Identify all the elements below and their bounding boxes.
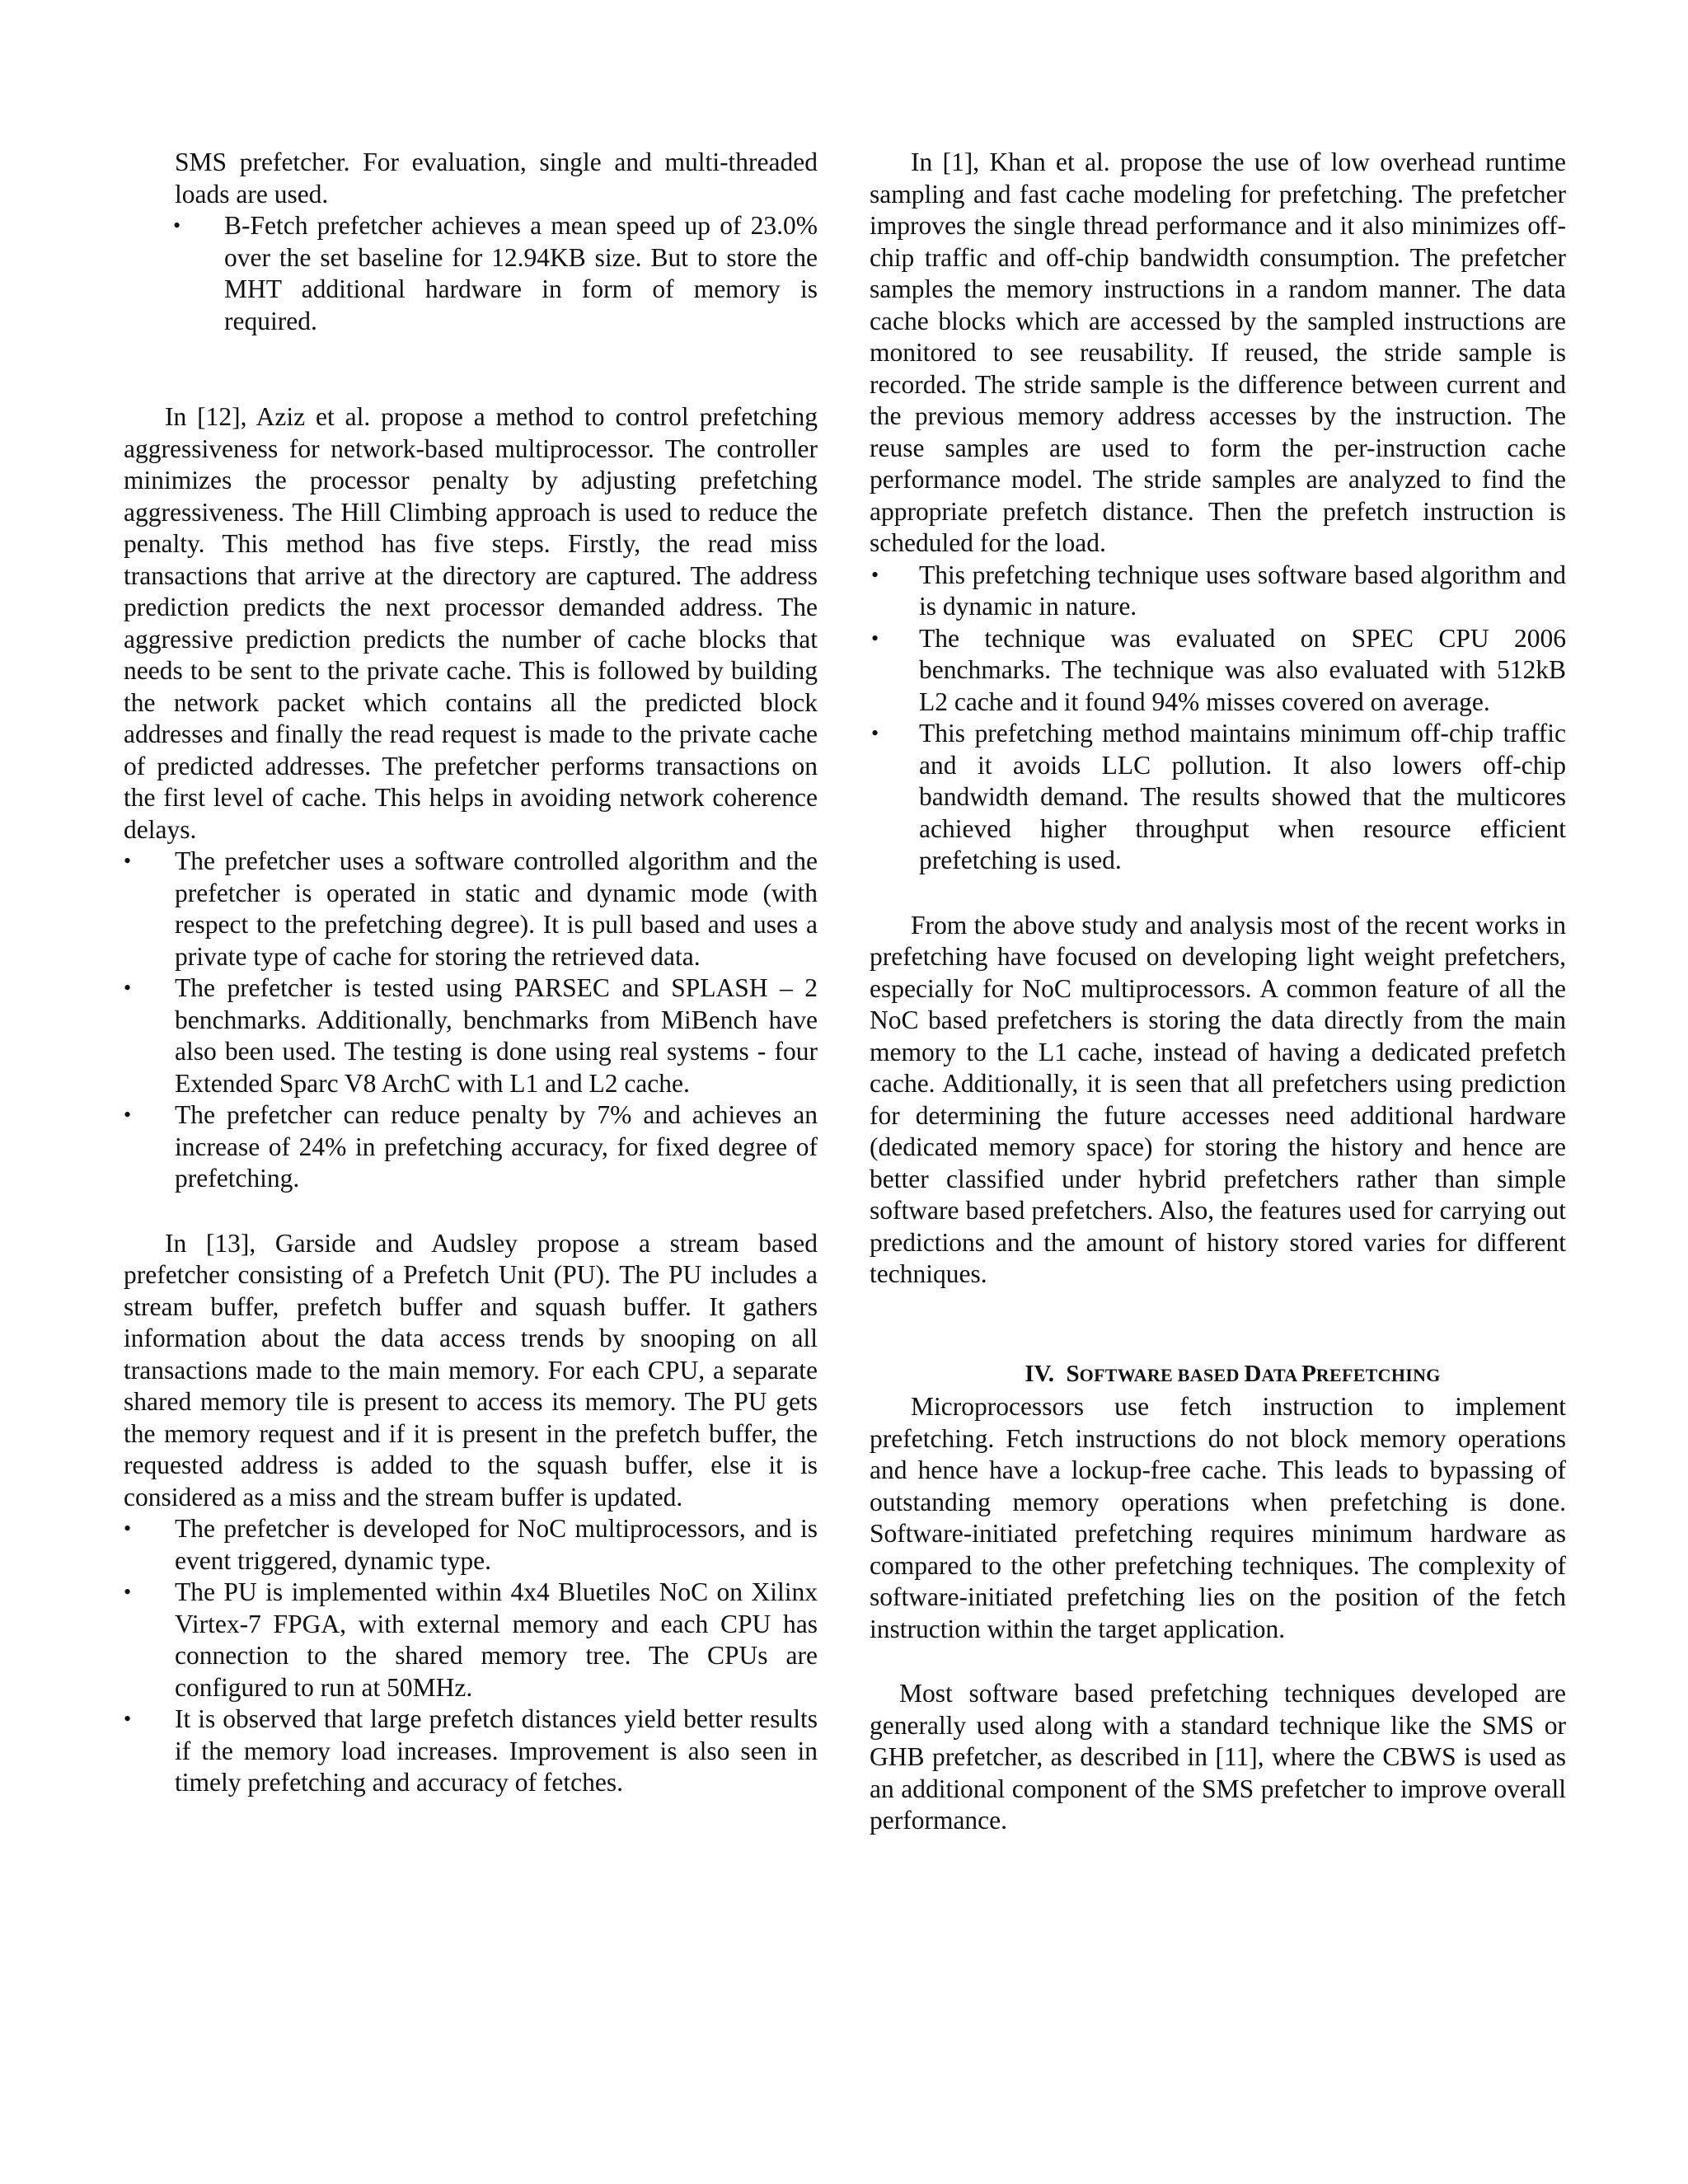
list-item (124, 1704, 818, 1799)
right-column (870, 147, 1566, 1837)
bullet-icon: • (173, 213, 181, 237)
list-item (870, 623, 1566, 719)
paragraph-most-software: Most software based prefetching techniques developed are generally used along with a standard technique like the SMS or GHB prefetcher, as described in [11], where the CBWS is used as an additional component of the SMS prefetcher to improve overall performance. (870, 1679, 1566, 1835)
aziz-bullet-list (124, 846, 818, 1195)
bullet-icon: • (124, 1707, 132, 1731)
list-item-text: The prefetcher can reduce penalty by 7% and achieves an increase of 24% in prefetching accuracy, for fixed degree of prefetching. (175, 1100, 818, 1193)
continuation-bullet-list (124, 210, 818, 337)
list-item (870, 560, 1566, 623)
heading-cap-p: P (1301, 1360, 1316, 1387)
bullet-icon: • (871, 721, 879, 745)
list-item-text: This prefetching method maintains minimum off-chip traffic and it avoids LLC pollution. It also lowers off-chip bandwidth demand. The results showed that the multicores achieved higher throughput when resource efficient prefetching is used. (919, 719, 1566, 874)
paragraph-microprocessors: Microprocessors use fetch instruction to implement prefetching. Fetch instructions do not block memory operations and hence have a lockup-free cache. This leads to bypassing of outstanding memory operations when prefetching is done. Software-initiated prefetching requires minimum hardware as compared to the other prefetching techniques. The complexity of software-initiated prefetching lies on the position of the fetch instruction within the target application. (870, 1392, 1566, 1643)
list-item-text: The prefetcher uses a software controlled algorithm and the prefetcher is operated in static and dynamic mode (with respect to the prefetching degree). It is pull based and uses a private type of cache for storing the retrieved data. (175, 846, 818, 971)
list-item (124, 1513, 818, 1577)
bullet-icon: • (124, 976, 132, 1000)
list-item (124, 210, 818, 337)
list-item-text: This prefetching technique uses software based algorithm and is dynamic in nature. (919, 560, 1566, 621)
list-item (124, 972, 818, 1099)
garside-bullet-list (124, 1513, 818, 1799)
heading-smallcaps-2: ATA (1261, 1364, 1302, 1385)
heading-cap-d: D (1244, 1360, 1262, 1387)
bullet-icon: • (124, 849, 132, 873)
list-item (124, 1099, 818, 1195)
bullet-icon: • (124, 1580, 132, 1604)
continuation-text: SMS prefetcher. For evaluation, single and multi-threaded loads are used. (175, 148, 818, 209)
list-item-text: The PU is implemented within 4x4 Bluetiles NoC on Xilinx Virtex-7 FPGA, with external memory and each CPU has connection to the shared memory tree. The CPUs are configured to run at 50MHz. (175, 1577, 818, 1702)
paragraph-aziz: In [12], Aziz et al. propose a method to control prefetching aggressiveness for network-based multiprocessor. The controller minimizes the processor penalty by adjusting prefetching aggressiveness. The Hill Climbing approach is used to reduce the penalty. This method has five steps. Firstly, the read miss transactions that arrive at the directory are captured. The address prediction predicts the next processor demanded address. The aggressive prediction predicts the number of cache blocks that needs to be sent to the private cache. This is followed by building the network packet which contains all the predicted block addresses and finally the read request is made to the private cache of predicted addresses. The prefetcher performs transactions on the first level of cache. This helps in avoiding network coherence delays. (124, 402, 818, 844)
section-numeral: IV. (1025, 1360, 1055, 1387)
list-item-text: It is observed that large prefetch distances yield better results if the memory load increases. Improvement is also seen in timely prefetching and accuracy of fetches. (175, 1704, 818, 1797)
paragraph-khan: In [1], Khan et al. propose the use of low overhead runtime sampling and fast cache modeling for prefetching. The prefetcher improves the single thread performance and it also minimizes off-chip traffic and off-chip bandwidth consumption. The prefetcher samples the memory instructions in a random manner. The data cache blocks which are accessed by the sampled instructions are monitored to see reusability. If reused, the stride sample is recorded. The stride sample is the difference between current and the previous memory address accesses by the instruction. The reuse samples are used to form the per-instruction cache performance model. The stride samples are analyzed to find the appropriate prefetch distance. Then the prefetch instruction is scheduled for the load. (870, 148, 1566, 557)
list-item (870, 718, 1566, 877)
bullet-icon: • (124, 1103, 132, 1127)
list-item (124, 846, 818, 972)
list-item-text: The prefetcher is developed for NoC multiprocessors, and is event triggered, dynamic type. (175, 1514, 818, 1575)
paragraph-summary: From the above study and analysis most of the recent works in prefetching have focused on developing light weight prefetchers, especially for NoC multiprocessors. A common feature of all the NoC based prefetchers is storing the data directly from the main memory to the L1 cache, instead of having a dedicated prefetch cache. Additionally, it is seen that all prefetchers using prediction for determining the future accesses need additional hardware (dedicated memory space) for storing the history and hence are better classified under hybrid prefetchers rather than simple software based prefetchers. Also, the features used for carrying out predictions and the amount of history stored varies for different techniques. (870, 910, 1566, 1288)
bullet-icon: • (871, 626, 879, 650)
section-heading (870, 1358, 1566, 1392)
heading-cap-s: S (1066, 1360, 1080, 1387)
heading-smallcaps-3: REFETCHING (1315, 1364, 1441, 1385)
paragraph-garside: In [13], Garside and Audsley propose a stream based prefetcher consisting of a Prefetch Unit (PU). The PU includes a stream buffer, prefetch buffer and squash buffer. It gathers information about the data access trends by snooping on all transactions made to the main memory. For each CPU, a separate shared memory tile is present to access its memory. The PU gets the memory request and if it is present in the prefetch buffer, the requested address is added to the squash buffer, else it is considered as a miss and the stream buffer is updated. (124, 1228, 818, 1511)
bullet-icon: • (124, 1516, 132, 1540)
khan-bullet-list (870, 560, 1566, 877)
left-column (124, 147, 818, 1799)
list-item-text: The prefetcher is tested using PARSEC and SPLASH – 2 benchmarks. Additionally, benchmarks from MiBench have also been used. The testing is done using real systems - four Extended Sparc V8 ArchC with L1 and L2 cache. (175, 973, 818, 1098)
list-item-text: The technique was evaluated on SPEC CPU 2006 benchmarks. The technique was also evaluated with 512kB L2 cache and it found 94% misses covered on average. (919, 623, 1566, 716)
bullet-icon: • (871, 562, 879, 587)
list-item (124, 1577, 818, 1704)
heading-smallcaps-1: OFTWARE BASED (1079, 1364, 1245, 1385)
list-item-text: B-Fetch prefetcher achieves a mean speed up of 23.0% over the set baseline for 12.94KB size. But to store the MHT additional hardware in form of memory is required. (224, 211, 818, 335)
